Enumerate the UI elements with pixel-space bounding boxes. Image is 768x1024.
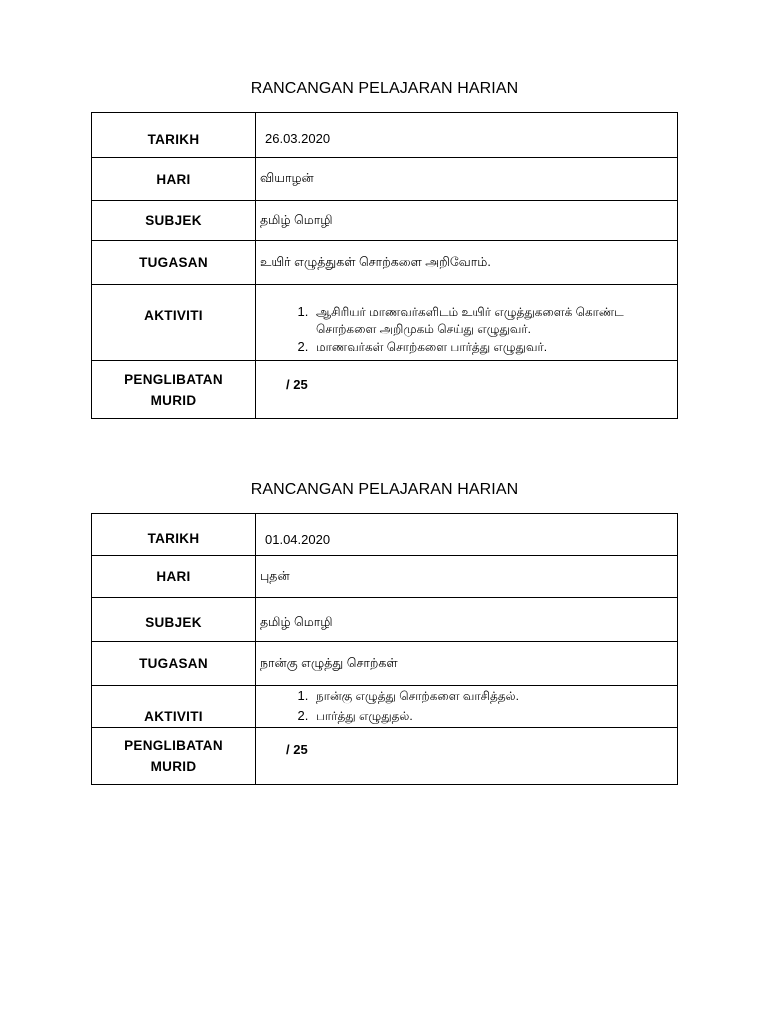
plan-table: [91, 513, 678, 785]
tugasan-label: TUGASAN: [92, 642, 256, 686]
list-item: 2. மாணவர்கள் சொற்களை பார்த்து எழுதுவர்.: [312, 338, 677, 356]
aktiviti-value: [256, 285, 678, 361]
hari-value: புதன்: [256, 556, 678, 598]
aktiviti-label: AKTIVITI: [92, 285, 256, 361]
aktiviti-value: [256, 686, 678, 728]
tarikh-label: TARIKH: [92, 514, 256, 556]
plan-title: RANCANGAN PELAJARAN HARIAN: [250, 481, 519, 498]
penglibatan-label: PENGLIBATAN MURID: [92, 728, 256, 785]
plan-table: [91, 112, 678, 419]
penglibatan-value: [256, 361, 678, 419]
hari-label: HARI: [92, 556, 256, 598]
tugasan-value: உயிர் எழுத்துகள் சொற்களை அறிவோம்.: [256, 241, 678, 285]
list-item: 1. ஆசிரியர் மாணவர்களிடம் உயிர் எழுத்துகளைக் கொண்ட சொற்களை அறிமுகம் செய்து எழுதுவர்.: [312, 303, 677, 338]
subjek-value: தமிழ் மொழி: [256, 201, 678, 241]
aktiviti-list: [260, 686, 677, 726]
tarikh-value: 26.03.2020: [256, 113, 678, 158]
hari-value: வியாழன்: [256, 158, 678, 201]
list-item: 2. பார்த்து எழுதுதல்.: [312, 706, 677, 726]
tarikh-label: TARIKH: [92, 113, 256, 158]
subjek-label: SUBJEK: [92, 201, 256, 241]
score-text: / 25: [286, 742, 308, 757]
subjek-label: SUBJEK: [92, 598, 256, 642]
hari-label: HARI: [92, 158, 256, 201]
list-item: 1. நான்கு எழுத்து சொற்களை வாசித்தல்.: [312, 686, 677, 706]
aktiviti-list: [260, 303, 677, 356]
score-text: / 25: [286, 377, 308, 392]
penglibatan-label: PENGLIBATAN MURID: [92, 361, 256, 419]
subjek-value: தமிழ் மொழி: [256, 598, 678, 642]
aktiviti-label: AKTIVITI: [92, 686, 256, 728]
tarikh-value: 01.04.2020: [256, 514, 678, 556]
tugasan-value: நான்கு எழுத்து சொற்கள்: [256, 642, 678, 686]
tugasan-label: TUGASAN: [92, 241, 256, 285]
plan-title: RANCANGAN PELAJARAN HARIAN: [250, 80, 519, 97]
penglibatan-value: [256, 728, 678, 785]
